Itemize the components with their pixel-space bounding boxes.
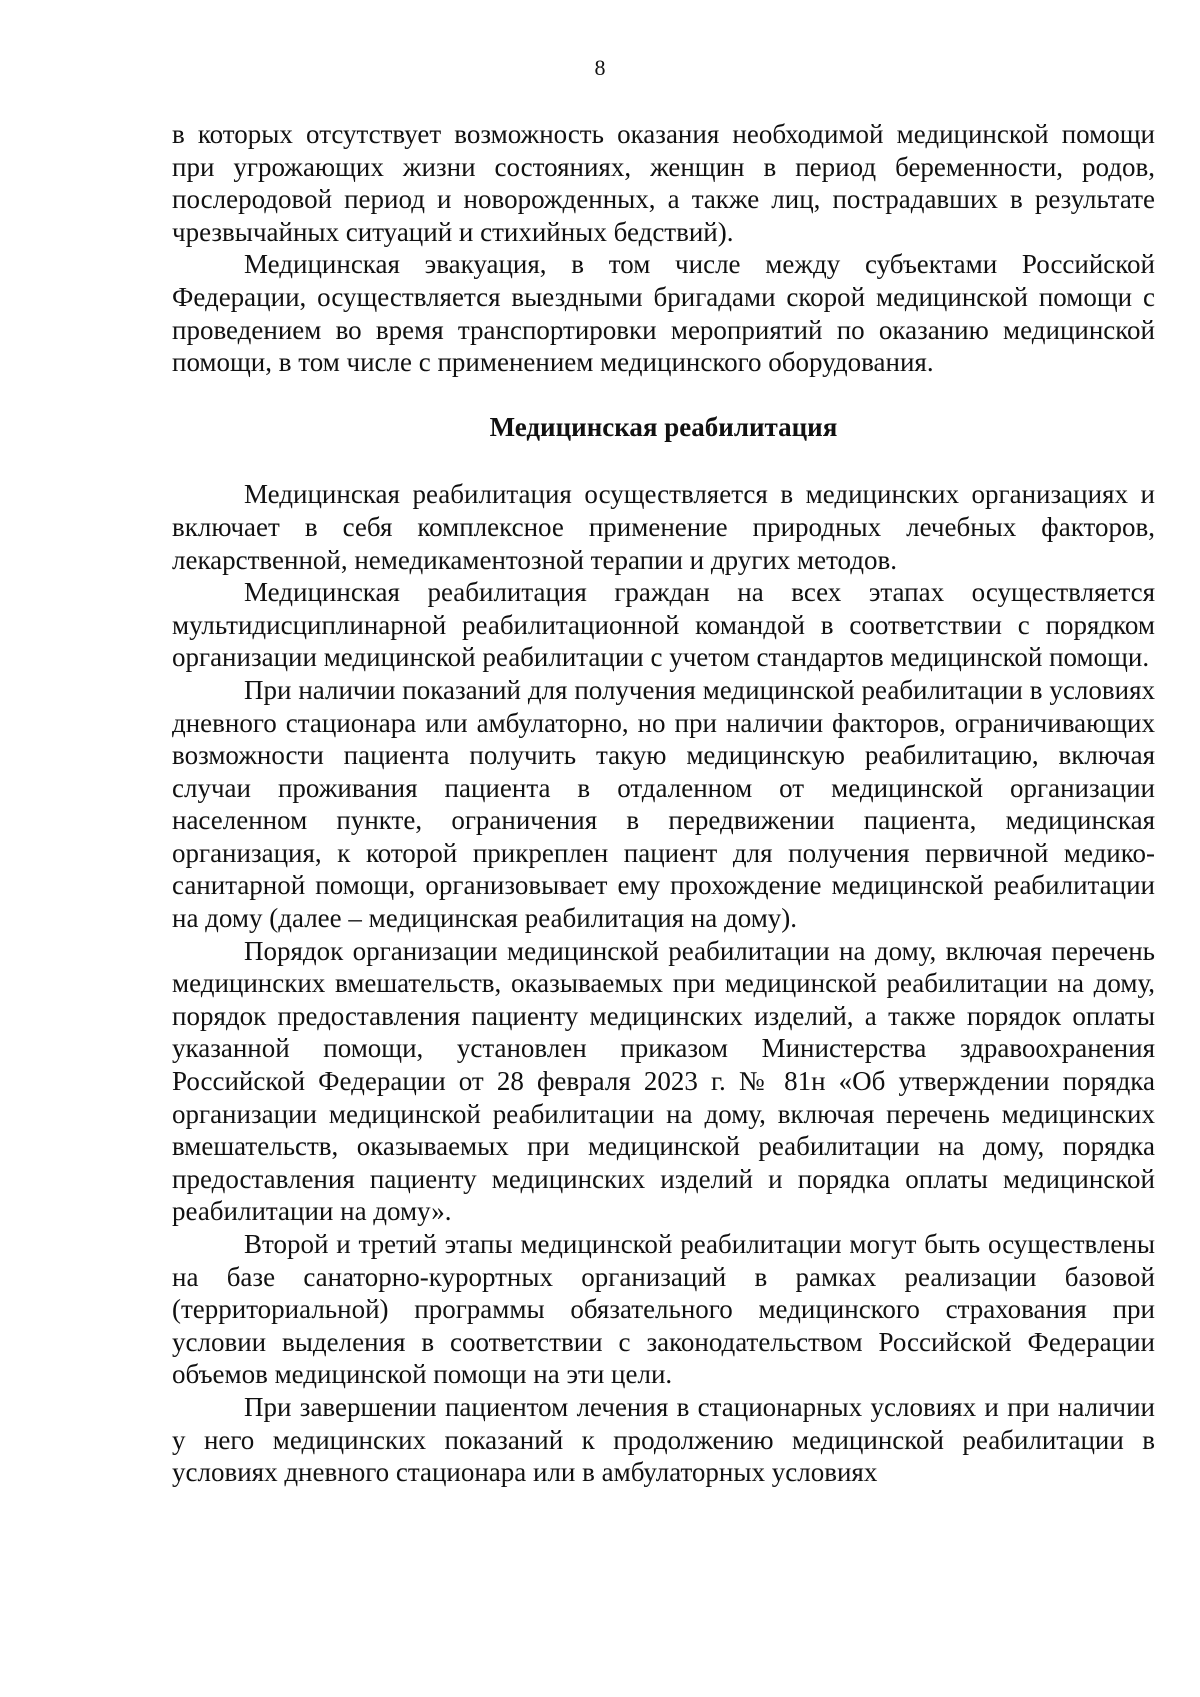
paragraph-continuation: в которых отсутствует возможность оказания необходимой медицинской помощи при угрожающих жизни состояниях, женщин в период беременности, родов, послеродовой период и новорожденных, а также лиц, пострадавших в результате чрезвычайных ситуаций и стихийных бедствий). [172,119,1155,247]
document-body [172,118,1155,1489]
paragraph-rehab-at-home: При наличии показаний для получения медицинской реабилитации в условиях дневного стационара или амбулаторно, но при наличии факторов, ограничивающих возможности пациента получить такую медицинскую реабилитацию, включая случаи проживания пациента в отдаленном от медицинской организации населенном пункте, ограничения в передвижении пациента, медицинская организация, к которой прикреплен пациент для получения первичной медико-санитарной помощи, организовывает ему прохождение медицинской реабилитации на дому (далее – медицинская реабилитация на дому). [172,674,1155,934]
paragraph-rehab-stages: Второй и третий этапы медицинской реабилитации могут быть осуществлены на базе санаторно-курортных организаций в рамках реализации базовой (территориальной) программы обязательного медицинского страхования при условии выделения в соответствии с законодательством Российской Федерации объемов медицинской помощи на эти цели. [172,1229,1155,1390]
paragraph-rehab-order: Порядок организации медицинской реабилитации на дому, включая перечень медицинских вмешательств, оказываемых при медицинской реабилитации на дому, порядок предоставления пациенту медицинских изделий, а также порядок оплаты указанной помощи, установлен приказом Министерства здравоохранения Российской Федерации от 28 февраля 2023 г. № 81н «Об утверждении порядка организации медицинской реабилитации на дому, включая перечень медицинских вмешательств, оказываемых при медицинской реабилитации на дому, порядка предоставления пациенту медицинских изделий и порядка оплаты медицинской реабилитации на дому». [172,935,1155,1227]
paragraph-rehab-discharge: При завершении пациентом лечения в стационарных условиях и при наличии у него медицинских показаний к продолжению медицинской реабилитации в условиях дневного стационара или в амбулаторных условиях [172,1391,1155,1488]
paragraph-rehab-definition: Медицинская реабилитация осуществляется в медицинских организациях и включает в себя комплексное применение природных лечебных факторов, лекарственной, немедикаментозной терапии и других методов. [172,479,1155,575]
section-heading-rehabilitation: Медицинская реабилитация [489,411,838,442]
page-number: 8 [594,55,606,80]
paragraph-medical-evacuation: Медицинская эвакуация, в том числе между субъектами Российской Федерации, осуществляется выездными бригадами скорой медицинской помощи с проведением во время транспортировки мероприятий по оказанию медицинской помощи, в том числе с применением медицинского оборудования. [172,249,1155,378]
paragraph-rehab-team: Медицинская реабилитация граждан на всех этапах осуществляется мультидисциплинарной реабилитационной командой в соответствии с порядком организации медицинской реабилитации с учетом стандартов медицинской помощи. [172,577,1155,673]
